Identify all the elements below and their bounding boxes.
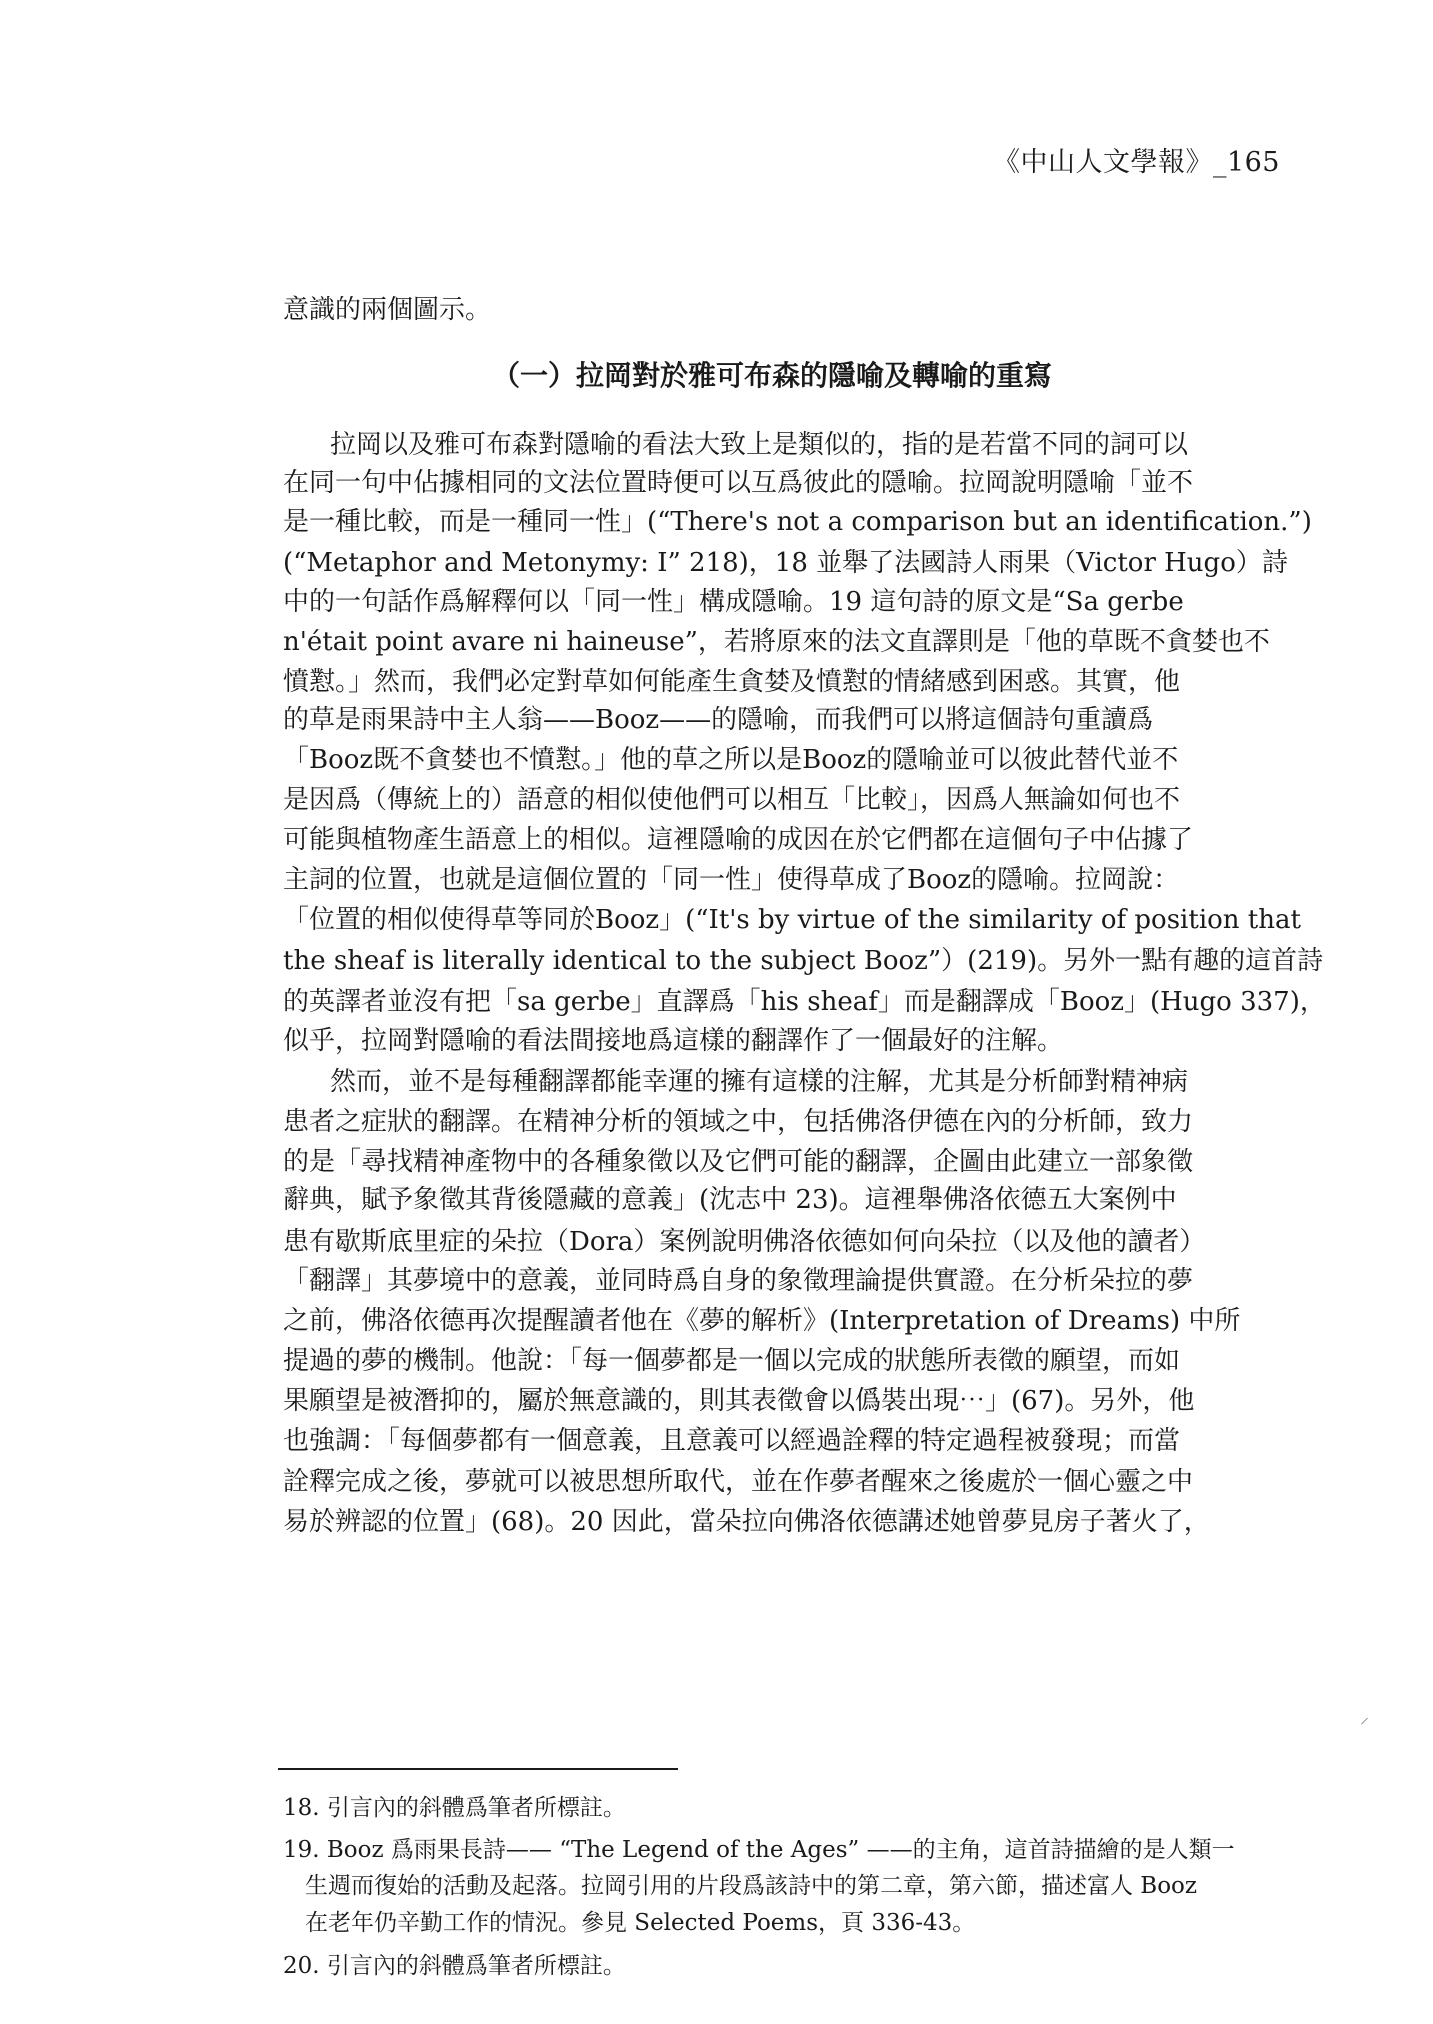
body-line: 似乎，拉岡對隱喻的看法間接地爲這樣的翻譯作了一個最好的注解。: [283, 1026, 1064, 1056]
body-line: 在同一句中佔據相同的文法位置時便可以互爲彼此的隱喻。拉岡說明隱喻「並不: [283, 468, 1194, 498]
body-line: 「位置的相似使得草等同於Booz」(“It's by virtue of the similarity of position that: [283, 905, 1301, 935]
footnote-line: 18. 引言內的斜體爲筆者所標註。: [283, 1795, 626, 1821]
footnote-line: 在老年仍辛勤工作的情況。參見 Selected Poems，頁 336-43。: [305, 1910, 976, 1936]
body-line: 是因爲（傳統上的）語意的相似使他們可以相互「比較」，因爲人無論如何也不: [283, 785, 1181, 815]
body-line: 拉岡以及雅可布森對隱喻的看法大致上是類似的，指的是若當不同的詞可以: [330, 430, 1189, 460]
body-line: the sheaf is literally identical to the subject Booz”）(219)。另外一點有趣的這首詩: [283, 946, 1324, 976]
body-line: 詮釋完成之後，夢就可以被思想所取代，並在作夢者醒來之後處於一個心靈之中: [283, 1467, 1194, 1497]
footnote-divider: [278, 1768, 678, 1770]
body-line: 主詞的位置，也就是這個位置的「同一性」使得草成了Booz的隱喻。拉岡說：: [283, 865, 1180, 895]
body-line: 的英譯者並沒有把「sa gerbe」直譯爲「his sheaf」而是翻譯成「Booz」(Hugo 337)，: [283, 987, 1326, 1017]
body-line: 也強調：「每個夢都有一個意義，且意義可以經過詮釋的特定過程被發現；而當: [283, 1426, 1181, 1456]
footnote-line: 19. Booz 爲雨果長詩—— “The Legend of the Ages” ——的主角，這首詩描繪的是人類一: [283, 1837, 1235, 1863]
body-line: 患有歇斯底里症的朵拉（Dora）案例說明佛洛依德如何向朵拉（以及他的讀者）: [283, 1227, 1206, 1257]
body-line: 辭典，賦予象徵其背後隱藏的意義」(沈志中 23)。這裡舉佛洛依德五大案例中: [283, 1185, 1177, 1215]
body-line: 可能與植物產生語意上的相似。這裡隱喻的成因在於它們都在這個句子中佔據了: [283, 825, 1194, 855]
body-line: n'était point avare ni haineuse”，若將原來的法文直譯則是「他的草既不貪婪也不: [283, 627, 1270, 657]
body-line: 的是「尋找精神產物中的各種象徵以及它們可能的翻譯，企圖由此建立一部象徵: [283, 1147, 1194, 1177]
body-line: 的草是雨果詩中主人翁——Booz——的隱喻，而我們可以將這個詩句重讀爲: [283, 705, 1154, 735]
body-line: 提過的夢的機制。他說：「每一個夢都是一個以完成的狀態所表徵的願望，而如: [283, 1346, 1181, 1376]
body-line: 是一種比較，而是一種同一性」(“There's not a comparison but an identification.”): [283, 507, 1312, 537]
body-line: 患者之症狀的翻譯。在精神分析的領域之中，包括佛洛伊德在內的分析師，致力: [283, 1107, 1194, 1137]
body-line: 中的一句話作爲解釋何以「同一性」構成隱喻。19 這句詩的原文是“Sa gerbe: [283, 587, 1184, 617]
running-header: 《中山人文學報》_165: [992, 147, 1280, 178]
body-line: 果願望是被潛抑的，屬於無意識的，則其表徵會以僞裝出現⋯」(67)。另外，他: [283, 1386, 1195, 1416]
section-heading: （一）拉岡對於雅可布森的隱喻及轉喻的重寫: [491, 359, 1052, 392]
body-line: 「翻譯」其夢境中的意義，並同時爲自身的象徵理論提供實證。在分析朵拉的夢: [283, 1266, 1194, 1296]
body-line: (“Metaphor and Metonymy: I” 218)，18 並舉了法國詩人雨果（Victor Hugo）詩: [283, 548, 1288, 578]
body-line: 之前，佛洛依德再次提醒讀者他在《夢的解析》(Interpretation of Dreams) 中所: [283, 1306, 1241, 1336]
body-line: 「Booz既不貪婪也不憤懟。」他的草之所以是Booz的隱喻並可以彼此替代並不: [283, 745, 1179, 775]
footnote-line: 20. 引言內的斜體爲筆者所標註。: [283, 1953, 626, 1979]
body-line: 意識的兩個圖示。: [283, 295, 492, 325]
footnote-line: 生週而復始的活動及起落。拉岡引用的片段爲該詩中的第二章，第六節，描述富人 Booz: [305, 1873, 1198, 1899]
body-line: 易於辨認的位置」(68)。20 因此，當朵拉向佛洛依德講述她曾夢見房子著火了，: [283, 1507, 1210, 1537]
body-line: 然而，並不是每種翻譯都能幸運的擁有這樣的注解，尤其是分析師對精神病: [330, 1067, 1189, 1097]
scan-artifact-mark: ⸝: [1360, 1707, 1369, 1728]
body-line: 憤懟。」然而，我們必定對草如何能產生貪婪及憤懟的情緒感到困惑。其實，他: [283, 667, 1181, 697]
